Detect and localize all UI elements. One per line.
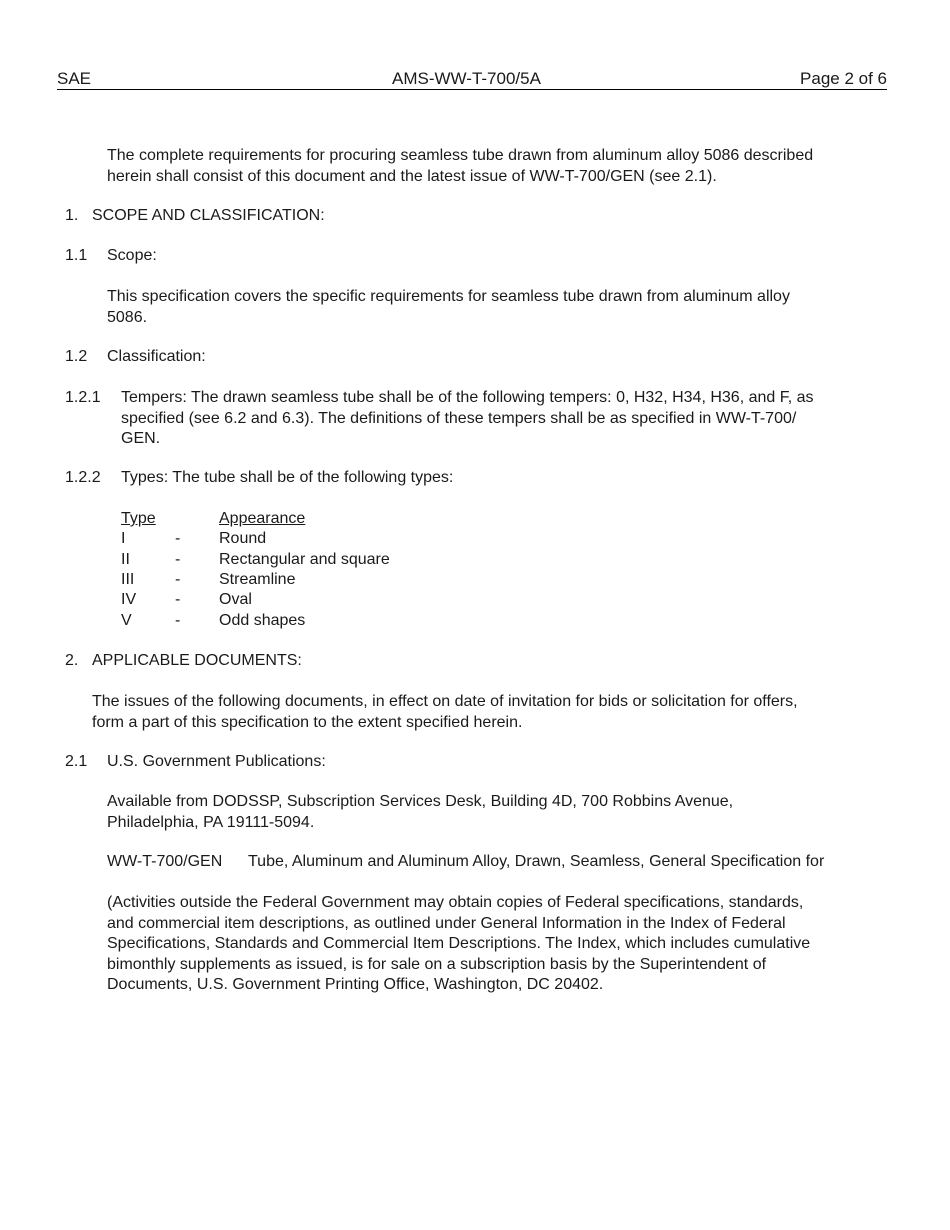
intro-line: The complete requirements for procuring seamless tube drawn from aluminum alloy 5086 described: [107, 147, 814, 164]
page-header: [57, 69, 887, 90]
section-1-2-2-number: 1.2.2: [65, 469, 101, 486]
body-line: (Activities outside the Federal Government may obtain copies of Federal specifications, standards,: [107, 894, 804, 911]
intro-line: herein shall consist of this document and the latest issue of WW-T-700/GEN (see 2.1).: [107, 167, 717, 185]
body-line: Documents, U.S. Government Printing Office, Washington, DC 20402.: [107, 976, 604, 993]
section-1-title: SCOPE AND CLASSIFICATION:: [92, 207, 325, 224]
section-2-number: 2.: [65, 652, 79, 669]
types-table-row-appearance: Streamline: [219, 571, 296, 588]
types-table-row-type: V: [121, 612, 132, 629]
body-line: specified (see 6.2 and 6.3). The definitions of these tempers shall be as specified in WW-T-700/: [121, 409, 797, 427]
types-table-row-appearance: Odd shapes: [219, 612, 306, 629]
section-1-2-2-body: Types: The tube shall be of the following types:: [121, 469, 454, 486]
types-table-row-dash: -: [175, 612, 181, 629]
body-line: Available from DODSSP, Subscription Services Desk, Building 4D, 700 Robbins Avenue,: [107, 793, 734, 810]
section-1-2-title: Classification:: [107, 348, 206, 365]
section-2-1-availability: [107, 792, 733, 833]
section-2-body: [92, 692, 798, 733]
types-table-row-type: III: [121, 571, 135, 588]
body-line: 5086.: [107, 308, 148, 326]
types-table-row-type: IV: [121, 591, 137, 608]
section-2-1-title: U.S. Government Publications:: [107, 753, 326, 770]
body-line: GEN.: [121, 430, 161, 447]
section-2-1-number: 2.1: [65, 753, 88, 770]
document-reference-title: Tube, Aluminum and Aluminum Alloy, Drawn, Seamless, General Specification for: [248, 853, 825, 870]
header-page-number: Page 2 of 6: [800, 69, 887, 88]
types-table-row-dash: -: [175, 591, 181, 608]
body-line: form a part of this specification to the extent specified herein.: [92, 713, 523, 731]
intro-paragraph: [107, 146, 813, 187]
section-2-1-note: [107, 893, 810, 996]
types-table-header-type: Type: [121, 510, 156, 527]
section-1-2-1-number: 1.2.1: [65, 389, 101, 406]
section-1-1-number: 1.1: [65, 247, 88, 264]
body-line: bimonthly supplements as issued, is for sale on a subscription basis by the Superintendent of: [107, 955, 767, 973]
header-doc-number: AMS-WW-T-700/5A: [392, 69, 541, 88]
section-1-2-number: 1.2: [65, 348, 88, 365]
document-reference-id: WW-T-700/GEN: [107, 853, 223, 870]
types-table-row-appearance: Rectangular and square: [219, 551, 390, 568]
body-line: This specification covers the specific requirements for seamless tube drawn from aluminum alloy: [107, 288, 790, 305]
types-table-row-dash: -: [175, 530, 181, 547]
types-table-row-dash: -: [175, 571, 181, 588]
body-line: The issues of the following documents, in effect on date of invitation for bids or solicitation for offers,: [92, 693, 798, 710]
types-table-row-appearance: Round: [219, 530, 267, 547]
types-table-row-type: II: [121, 551, 130, 568]
header-org: SAE: [57, 69, 92, 88]
body-line: and commercial item descriptions, as outlined under General Information in the Index of Federal: [107, 914, 786, 932]
section-2-title: APPLICABLE DOCUMENTS:: [92, 652, 302, 669]
types-table-row-type: I: [121, 530, 126, 547]
body-line: Specifications, Standards and Commercial Item Descriptions. The Index, which includes cumulative: [107, 935, 811, 952]
section-1-number: 1.: [65, 207, 79, 224]
types-table-row-appearance: Oval: [219, 591, 252, 608]
section-1-1-title: Scope:: [107, 247, 157, 264]
types-table-header-appearance: Appearance: [219, 510, 306, 527]
body-line: Tempers: The drawn seamless tube shall be of the following tempers: 0, H32, H34, H36, and F, as: [121, 389, 814, 406]
types-table-row-dash: -: [175, 551, 181, 568]
body-line: Philadelphia, PA 19111-5094.: [107, 813, 315, 831]
section-1-2-1-body: [121, 388, 814, 450]
section-1-1-body: [107, 287, 790, 328]
